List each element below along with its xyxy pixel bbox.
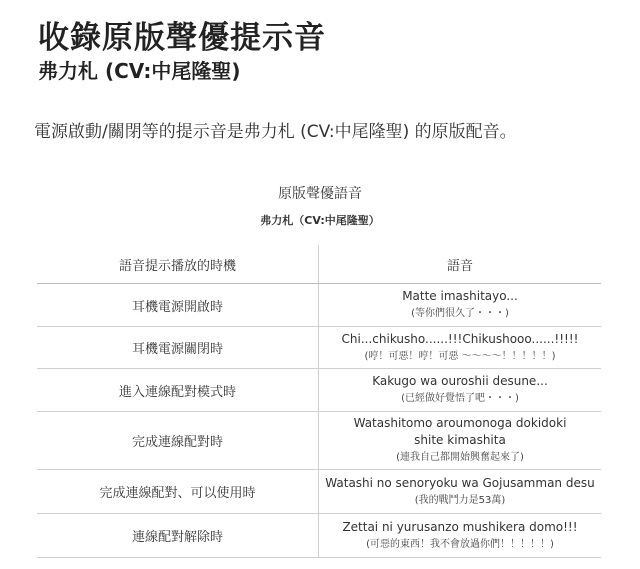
voice-line: Watashitomo aroumonoga dokidoki — [353, 416, 567, 430]
voice-cell — [319, 369, 602, 412]
voice-translation: (我的戰鬥力是53萬) — [414, 494, 506, 506]
page-subtitle: 弗力札 (CV:中尾隆聖) — [38, 59, 241, 83]
table-row — [37, 412, 601, 470]
timing-cell: 耳機電源關閉時 — [37, 327, 319, 369]
voice-line: Matte imashitayo... — [402, 289, 518, 303]
table-title: 原版聲優語音 — [278, 186, 362, 202]
table-row — [37, 327, 601, 369]
voice-translation: (連我自己都開始興奮起來了) — [396, 452, 524, 463]
table-subtitle: 弗力札（CV:中尾隆聖） — [260, 214, 380, 227]
voice-cell — [319, 327, 602, 369]
voice-translation: (已經做好覺悟了吧・・・) — [401, 393, 519, 404]
voice-cell — [319, 470, 602, 514]
voice-translation: (等你們很久了・・・) — [411, 308, 509, 319]
table-row — [37, 514, 601, 558]
column-header-timing: 語音提示播放的時機 — [37, 245, 319, 284]
timing-cell: 連線配對解除時 — [37, 514, 319, 558]
table-row — [37, 284, 601, 327]
voice-translation: (可惡的東西！我不會放過你們！！！！！) — [366, 538, 554, 550]
voice-cell — [319, 412, 602, 470]
table-row — [37, 470, 601, 514]
voice-line: Zettai ni yurusanzo mushikera domo!!! — [342, 519, 578, 534]
table-row — [37, 369, 601, 412]
timing-cell: 完成連線配對時 — [37, 412, 319, 470]
voice-table — [37, 245, 601, 558]
voice-line-continued: shite kimashita — [414, 433, 506, 447]
voice-cell — [319, 514, 602, 558]
voice-line: Chi...chikusho......!!!Chikushooo......!!!!! — [341, 331, 579, 346]
page-title: 收錄原版聲優提示音 — [38, 20, 326, 56]
voice-translation: (哼！可惡！哼！可惡 〜〜〜〜！！！！！) — [364, 350, 556, 362]
timing-cell: 耳機電源開啟時 — [37, 284, 319, 327]
voice-line: Kakugo wa ouroshii desune... — [372, 374, 548, 388]
timing-cell: 進入連線配對模式時 — [37, 369, 319, 412]
voice-cell — [319, 284, 602, 327]
voice-line: Watashi no senoryoku wa Gojusamman desu — [325, 475, 595, 490]
description-text: 電源啟動/關閉等的提示音是弗力札 (CV:中尾隆聖) 的原版配音。 — [34, 122, 517, 142]
table-header-row — [37, 245, 601, 284]
timing-cell: 完成連線配對、可以使用時 — [37, 470, 319, 514]
column-header-voice: 語音 — [319, 245, 602, 284]
